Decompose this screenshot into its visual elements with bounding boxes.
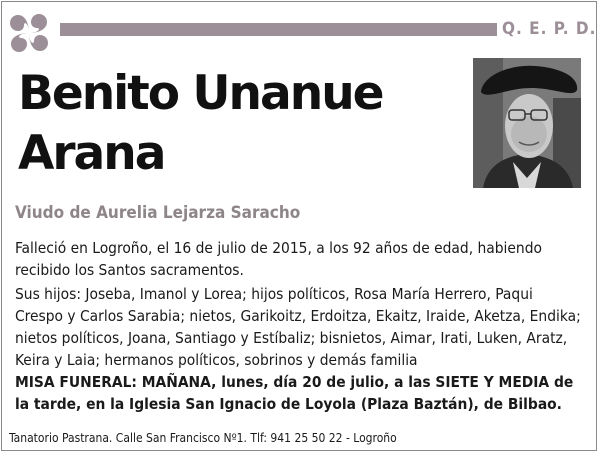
deceased-name-line1: Benito Unanue [18, 66, 383, 121]
deceased-name-line2: Arana [18, 126, 165, 181]
qepd-label: Q. E. P. D. [502, 19, 597, 39]
funeral-mass-paragraph: MISA FUNERAL: MAÑANA, lunes, día 20 de julio, a las SIETE Y MEDIA de la tarde, en la Iglesia San Ignacio de Loyola (Plaza Baztán), de Bilbao. [15, 373, 574, 413]
header-bar [60, 23, 497, 36]
deceased-subtitle: Viudo de Aurelia Lejarza Saracho [15, 203, 301, 223]
death-notice-paragraph: Falleció en Logroño, el 16 de julio de 2015, a los 92 años de edad, habiendo recibido los Santos sacramentos. [15, 239, 542, 279]
funeral-home-footer: Tanatorio Pastrana. Calle San Francisco Nº1. Tlf: 941 25 50 22 - Logroño [9, 431, 397, 445]
deceased-name [18, 64, 383, 184]
lauburu-icon [5, 9, 53, 57]
family-paragraph: Sus hijos: Joseba, Imanol y Lorea; hijos políticos, Rosa María Herrero, Paqui Crespo y Carlos Sarabia; nietos, Garikoitz, Erdoitza, Ekaitz, Iraide, Aketza, Endika; nietos políticos, Joana, Santiago y Estíbaliz; bisnietos, Aimar, Irati, Luken, Aratz, Keira y Laia; hermanos políticos, sobrinos y demás familia [15, 285, 581, 369]
deceased-photo [473, 58, 581, 188]
